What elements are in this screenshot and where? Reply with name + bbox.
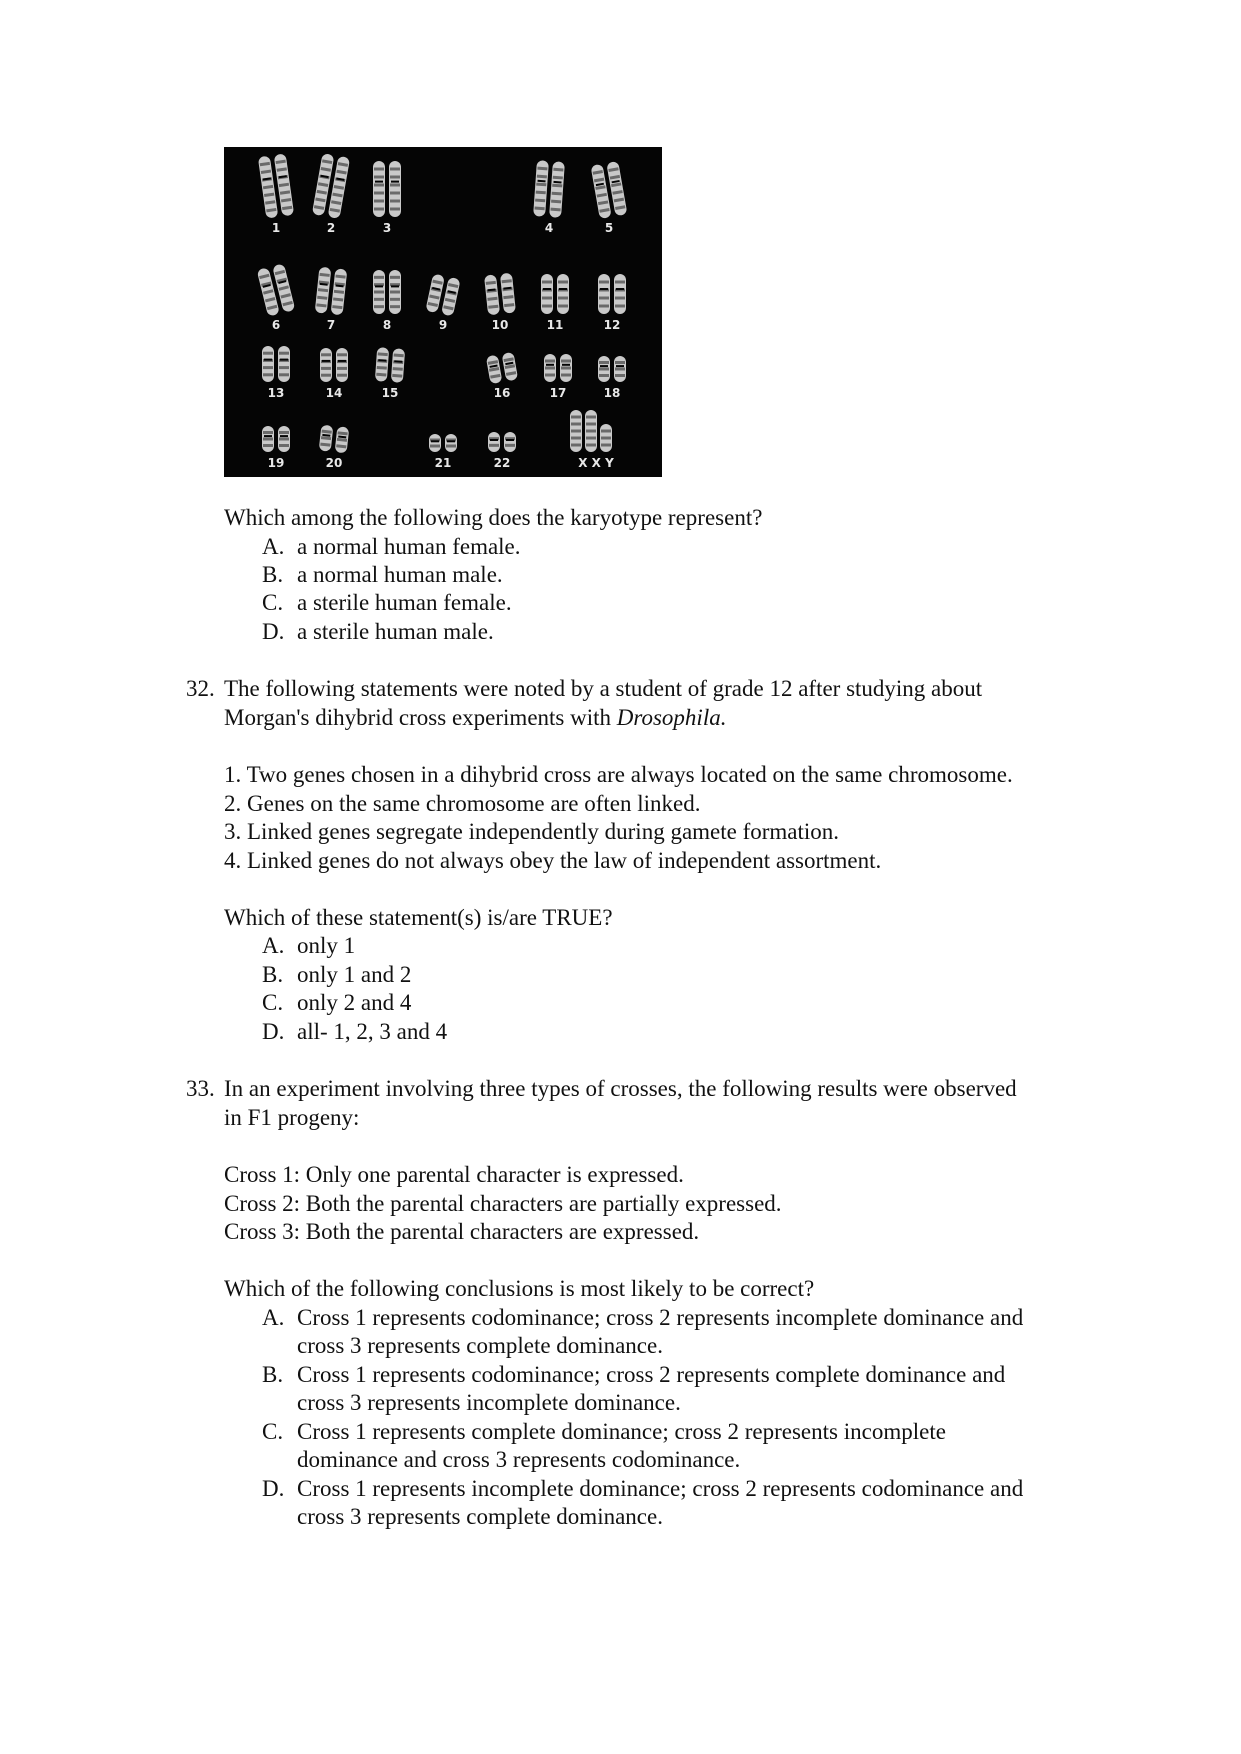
- q32-statement-3: 3. Linked genes segregate independently during gamete formation.: [224, 819, 840, 844]
- q31-option-b-letter: B.: [262, 562, 284, 587]
- q33-option-c-line1: Cross 1 represents complete dominance; cross 2 represents incomplete: [297, 1419, 946, 1444]
- q33-cross-1: Cross 1: Only one parental character is expressed.: [224, 1162, 684, 1187]
- q32-option-d: all- 1, 2, 3 and 4: [297, 1019, 448, 1044]
- q31-option-a-letter: A.: [262, 534, 285, 559]
- q32-option-a-letter: A.: [262, 933, 285, 958]
- q31-option-a: a normal human female.: [297, 534, 521, 559]
- q33-option-d-line1: Cross 1 represents incomplete dominance; cross 2 represents codominance and: [297, 1476, 1024, 1501]
- q33-number: 33.: [186, 1076, 215, 1101]
- q32-option-c-letter: C.: [262, 990, 284, 1015]
- chromosome-label-1: 1: [271, 221, 281, 235]
- q33-option-d-letter: D.: [262, 1476, 285, 1501]
- q32-option-b: only 1 and 2: [297, 962, 412, 987]
- q33-cross-3: Cross 3: Both the parental characters are expressed.: [224, 1219, 700, 1244]
- q33-option-c-letter: C.: [262, 1419, 284, 1444]
- q33-option-b-line2: cross 3 represents incomplete dominance.: [297, 1390, 681, 1415]
- chromosome-label-4: 4: [544, 221, 554, 235]
- q31-option-c: a sterile human female.: [297, 590, 512, 615]
- q32-question: Which of these statement(s) is/are TRUE?: [224, 905, 613, 930]
- chromosome-label-17: 17: [549, 386, 567, 400]
- chromosome-label-19: 19: [267, 456, 285, 470]
- q32-option-b-letter: B.: [262, 962, 284, 987]
- chromosome-label-5: 5: [604, 221, 614, 235]
- q31-question: Which among the following does the karyotype represent?: [224, 505, 763, 530]
- q31-option-c-letter: C.: [262, 590, 284, 615]
- q32-intro-line1: The following statements were noted by a student of grade 12 after studying about: [224, 676, 983, 701]
- chromosome-label-sex: X X Y: [578, 456, 614, 470]
- q33-option-d-line2: cross 3 represents complete dominance.: [297, 1504, 663, 1529]
- q33-option-b-letter: B.: [262, 1362, 284, 1387]
- chromosome-label-6: 6: [271, 318, 281, 332]
- chromosome-label-20: 20: [325, 456, 343, 470]
- chromosome-label-18: 18: [603, 386, 621, 400]
- q31-option-d: a sterile human male.: [297, 619, 494, 644]
- q33-option-b-line1: Cross 1 represents codominance; cross 2 represents complete dominance and: [297, 1362, 1006, 1387]
- chromosome-label-11: 11: [546, 318, 564, 332]
- karyotype-image: [224, 147, 662, 477]
- chromosome-label-7: 7: [326, 318, 336, 332]
- q33-option-a-line2: cross 3 represents complete dominance.: [297, 1333, 663, 1358]
- q32-option-a: only 1: [297, 933, 356, 958]
- chromosome-label-14: 14: [325, 386, 343, 400]
- chromosome-label-16: 16: [493, 386, 511, 400]
- chromosome-label-3: 3: [382, 221, 392, 235]
- chromosome-label-8: 8: [382, 318, 392, 332]
- q32-statement-2: 2. Genes on the same chromosome are often linked.: [224, 791, 701, 816]
- chromosome-label-22: 22: [493, 456, 511, 470]
- chromosome-label-15: 15: [381, 386, 399, 400]
- q32-intro-line2: [224, 704, 726, 733]
- q32-statement-1: 1. Two genes chosen in a dihybrid cross are always located on the same chromosome.: [224, 762, 1013, 787]
- q32-number: 32.: [186, 676, 215, 701]
- karyotype-chromosomes: [224, 147, 662, 477]
- q32-drosophila: Drosophila.: [616, 705, 727, 730]
- q33-intro-line1: In an experiment involving three types of crosses, the following results were observed: [224, 1076, 1017, 1101]
- chromosome-label-2: 2: [326, 221, 336, 235]
- q32-option-c: only 2 and 4: [297, 990, 412, 1015]
- q32-option-d-letter: D.: [262, 1019, 285, 1044]
- chromosome-label-13: 13: [267, 386, 285, 400]
- q32-intro-line2-text: Morgan's dihybrid cross experiments with: [224, 705, 617, 730]
- q33-intro-line2: in F1 progeny:: [224, 1105, 360, 1130]
- q33-option-a-line1: Cross 1 represents codominance; cross 2 represents incomplete dominance and: [297, 1305, 1024, 1330]
- q33-option-a-letter: A.: [262, 1305, 285, 1330]
- q31-option-d-letter: D.: [262, 619, 285, 644]
- chromosome-label-12: 12: [603, 318, 621, 332]
- chromosome-label-9: 9: [438, 318, 448, 332]
- q33-option-c-line2: dominance and cross 3 represents codominance.: [297, 1447, 741, 1472]
- q33-question: Which of the following conclusions is most likely to be correct?: [224, 1276, 815, 1301]
- chromosome-label-10: 10: [491, 318, 509, 332]
- q33-cross-2: Cross 2: Both the parental characters are partially expressed.: [224, 1191, 782, 1216]
- q32-statement-4: 4. Linked genes do not always obey the law of independent assortment.: [224, 848, 882, 873]
- q31-option-b: a normal human male.: [297, 562, 503, 587]
- chromosome-label-21: 21: [434, 456, 452, 470]
